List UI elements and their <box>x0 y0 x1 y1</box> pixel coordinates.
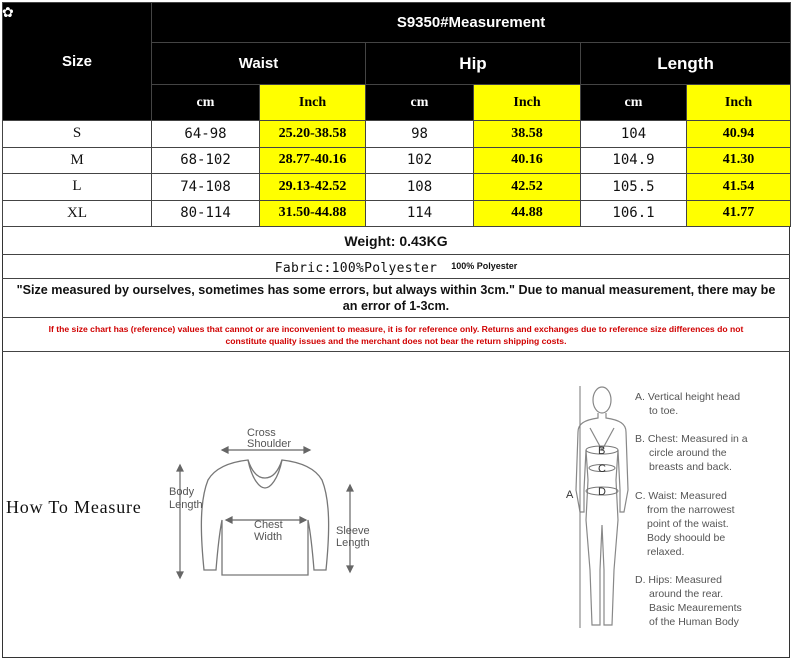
hip-inch-cell: 38.58 <box>474 121 581 148</box>
note-a-line: to toe. <box>649 405 679 417</box>
note-d-line: of the Human Body <box>649 616 739 628</box>
table-row <box>3 121 791 148</box>
length-cm-cell: 105.5 <box>581 174 687 201</box>
corner-logo-icon: ✿ <box>2 4 14 20</box>
waist-inch-cell: 25.20-38.58 <box>260 121 366 148</box>
length-inch-cell: 41.30 <box>687 147 791 174</box>
size-cell: S <box>3 121 152 148</box>
hip-cm-cell: 98 <box>366 121 474 148</box>
hip-marker-label: D <box>598 486 606 498</box>
size-cell: M <box>3 147 152 174</box>
size-cell: L <box>3 174 152 201</box>
waist-inch-cell: 31.50-44.88 <box>260 200 366 227</box>
return-policy-note: If the size chart has (reference) values that cannot or are inconvenient to measure, it is for reference only. Returns and exchanges due to reference size differences do not constitute quality issues and the merchant does not bear the return shipping costs. <box>2 318 790 352</box>
how-to-measure-title: How To Measure <box>6 497 142 517</box>
note-c-line: C. Waist: Measured <box>635 490 727 502</box>
note-b-line: breasts and back. <box>649 461 732 473</box>
sleeve-length-label: Sleeve <box>336 525 370 537</box>
sleeve-length-label: Length <box>336 537 370 549</box>
hip-inch-header: Inch <box>474 85 581 121</box>
waist-inch-cell: 29.13-42.52 <box>260 174 366 201</box>
length-inch-cell: 41.77 <box>687 200 791 227</box>
garment-diagram <box>160 420 390 600</box>
table-row <box>3 200 791 227</box>
note-d-line: around the rear. <box>649 588 724 600</box>
waist-cm-cell: 74-108 <box>152 174 260 201</box>
waist-inch-header: Inch <box>260 85 366 121</box>
hip-cm-cell: 108 <box>366 174 474 201</box>
height-marker-label: A <box>566 489 574 501</box>
hip-header: Hip <box>366 43 581 85</box>
fabric-small-text: 100% Polyester <box>451 261 518 271</box>
body-diagram <box>560 380 770 642</box>
fabric-text: Fabric:100%Polyester <box>274 261 438 276</box>
chest-width-label: Chest <box>254 519 283 531</box>
note-a-line: A. Vertical height head <box>635 391 741 403</box>
hip-inch-cell: 42.52 <box>474 174 581 201</box>
hip-inch-cell: 40.16 <box>474 147 581 174</box>
hip-cm-header: cm <box>366 85 474 121</box>
note-b-line: B. Chest: Measured in a <box>635 433 748 445</box>
length-inch-cell: 40.94 <box>687 121 791 148</box>
sweater-outline-icon <box>201 460 328 575</box>
note-c-line: from the narrowest <box>647 504 735 516</box>
hip-cm-cell: 102 <box>366 147 474 174</box>
waist-cm-header: cm <box>152 85 260 121</box>
table-row <box>3 174 791 201</box>
note-c-line: relaxed. <box>647 546 685 558</box>
body-length-label: Body <box>169 486 195 498</box>
cross-shoulder-label: Shoulder <box>247 438 292 450</box>
waist-header: Waist <box>152 43 366 85</box>
length-header: Length <box>581 43 791 85</box>
length-cm-header: cm <box>581 85 687 121</box>
chest-marker-label: B <box>598 445 606 457</box>
size-header: Size <box>3 3 152 121</box>
length-cm-cell: 104.9 <box>581 147 687 174</box>
measurement-note: "Size measured by ourselves, sometimes has some errors, but always within 3cm." Due to manual measurement, there may be an error of 1-3cm. <box>2 280 790 318</box>
length-inch-header: Inch <box>687 85 791 121</box>
waist-cm-cell: 80-114 <box>152 200 260 227</box>
length-inch-cell: 41.54 <box>687 174 791 201</box>
human-figure-icon <box>576 387 628 625</box>
hip-cm-cell: 114 <box>366 200 474 227</box>
length-cm-cell: 104 <box>581 121 687 148</box>
note-d-line: Basic Meaurements <box>649 602 742 614</box>
note-b-line: circle around the <box>649 447 727 459</box>
table-row <box>3 147 791 174</box>
waist-cm-cell: 68-102 <box>152 147 260 174</box>
note-c-line: point of the waist. <box>647 518 729 530</box>
length-cm-cell: 106.1 <box>581 200 687 227</box>
size-table <box>2 2 791 227</box>
body-length-label: Length <box>169 499 203 511</box>
chest-width-label: Width <box>254 531 283 543</box>
table-title: S9350#Measurement <box>152 3 791 43</box>
fabric-line <box>2 255 790 279</box>
waist-inch-cell: 28.77-40.16 <box>260 147 366 174</box>
hip-inch-cell: 44.88 <box>474 200 581 227</box>
waist-cm-cell: 64-98 <box>152 121 260 148</box>
weight-line: Weight: 0.43KG <box>2 229 790 255</box>
size-cell: XL <box>3 200 152 227</box>
note-d-line: D. Hips: Measured <box>635 574 722 586</box>
note-c-line: Body shoould be <box>647 532 726 544</box>
cross-shoulder-label: Cross <box>247 427 276 439</box>
waist-marker-label: C <box>598 463 606 475</box>
